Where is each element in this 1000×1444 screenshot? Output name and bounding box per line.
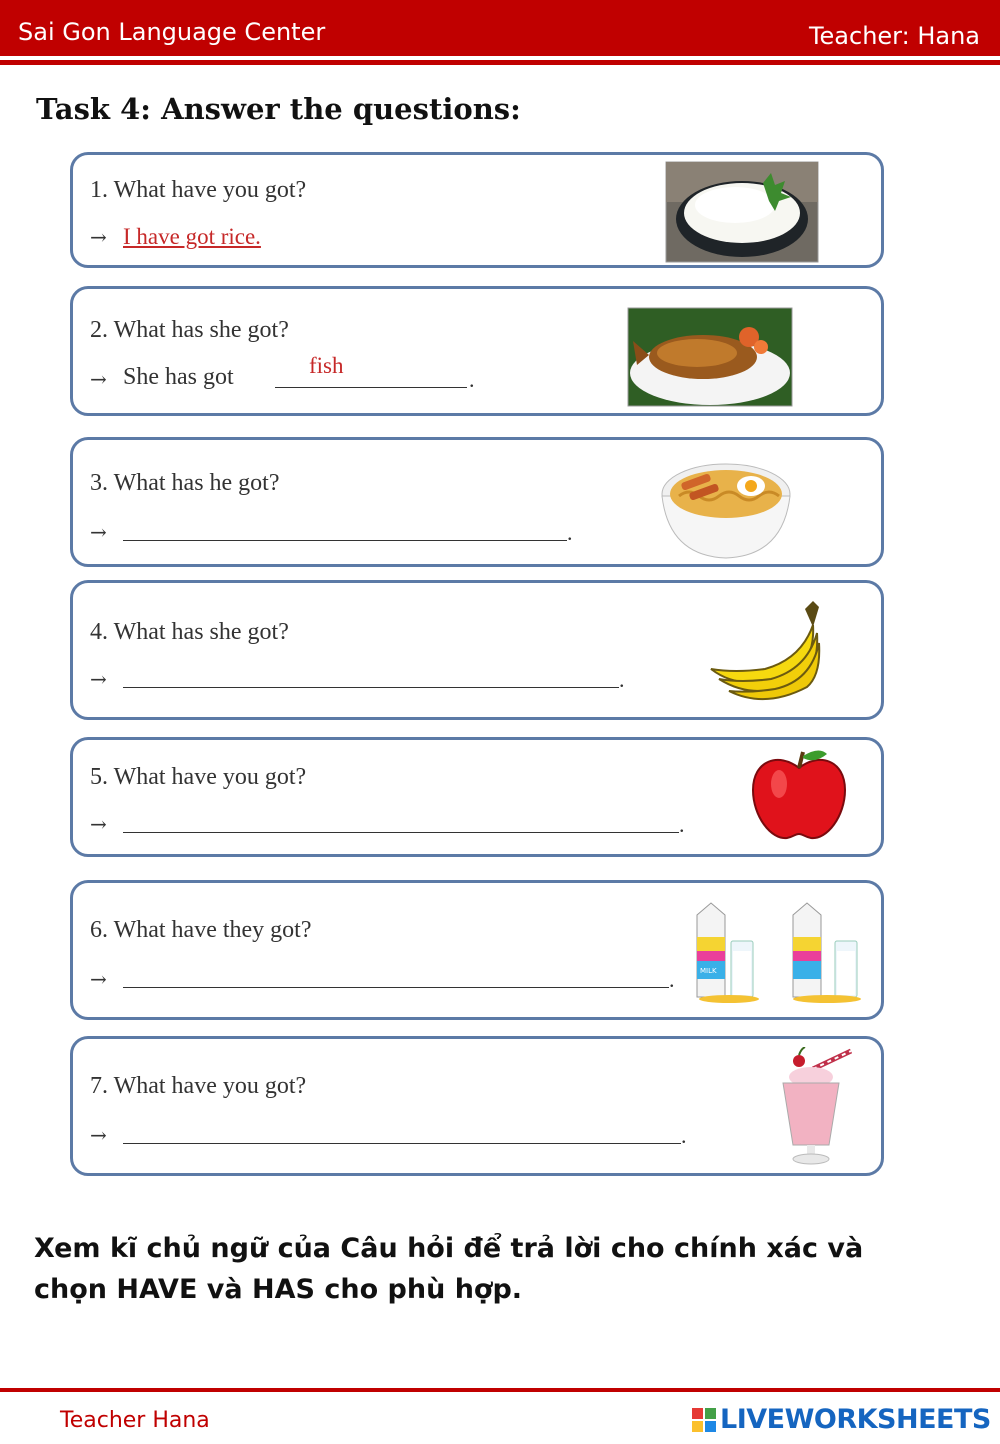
question-card-1	[70, 152, 884, 268]
question-card-6	[70, 880, 884, 1020]
arrow-icon: →	[90, 1123, 107, 1147]
question-text: 3. What has he got?	[90, 470, 280, 496]
answer-line[interactable]	[123, 987, 669, 988]
period: .	[681, 1123, 687, 1148]
question-card-3	[70, 437, 884, 567]
question-card-5	[70, 737, 884, 857]
instruction-line: Xem kĩ chủ ngữ của Câu hỏi để trả lời cho chính xác và	[34, 1233, 864, 1264]
period: .	[469, 367, 475, 392]
apple-icon	[749, 746, 849, 842]
liveworksheets-logo-icon	[692, 1408, 716, 1432]
arrow-icon: →	[90, 667, 107, 691]
instruction-line: chọn HAVE và HAS cho phù hợp.	[34, 1274, 523, 1305]
arrow-icon: →	[90, 520, 107, 544]
instruction-text	[34, 1228, 934, 1310]
task-title: Task 4: Answer the questions:	[36, 92, 521, 126]
answer-text[interactable]: fish	[309, 353, 344, 378]
answer-line[interactable]	[123, 540, 567, 541]
bananas-icon	[705, 599, 823, 703]
question-text: 4. What has she got?	[90, 619, 289, 645]
arrow-icon: →	[90, 225, 107, 249]
arrow-icon: →	[90, 967, 107, 991]
footer-divider	[0, 1388, 1000, 1392]
footer-teacher: Teacher Hana	[60, 1408, 210, 1433]
arrow-icon: →	[90, 812, 107, 836]
center-name: Sai Gon Language Center	[18, 18, 326, 46]
answer-line[interactable]	[123, 832, 679, 833]
milkshake-icon	[773, 1047, 863, 1167]
question-text: 5. What have you got?	[90, 764, 307, 790]
answer-prefix: She has got	[123, 364, 234, 390]
period: .	[567, 520, 573, 545]
noodle-bowl-icon	[659, 456, 793, 560]
question-card-4	[70, 580, 884, 720]
question-text: 1. What have you got?	[90, 177, 307, 203]
period: .	[619, 667, 625, 692]
question-text: 2. What has she got?	[90, 317, 289, 343]
period: .	[669, 967, 675, 992]
answer-text[interactable]: I have got rice.	[123, 224, 261, 249]
header-bar	[0, 0, 1000, 56]
rice-bowl-icon	[665, 161, 819, 263]
arrow-icon: →	[90, 367, 107, 391]
fried-fish-plate-icon	[627, 307, 793, 407]
milk-label: MILK	[700, 967, 717, 975]
question-text: 6. What have they got?	[90, 917, 312, 943]
brand-name[interactable]: LIVEWORKSHEETS	[720, 1404, 991, 1435]
answer-line[interactable]	[275, 387, 467, 388]
question-text: 7. What have you got?	[90, 1073, 307, 1099]
answer-line[interactable]	[123, 1143, 681, 1144]
period: .	[679, 812, 685, 837]
answer-line[interactable]	[123, 687, 619, 688]
teacher-name: Teacher: Hana	[808, 22, 980, 50]
header-divider	[0, 60, 1000, 65]
question-card-2	[70, 286, 884, 416]
question-card-7	[70, 1036, 884, 1176]
milk-cartons-icon	[691, 901, 877, 1005]
